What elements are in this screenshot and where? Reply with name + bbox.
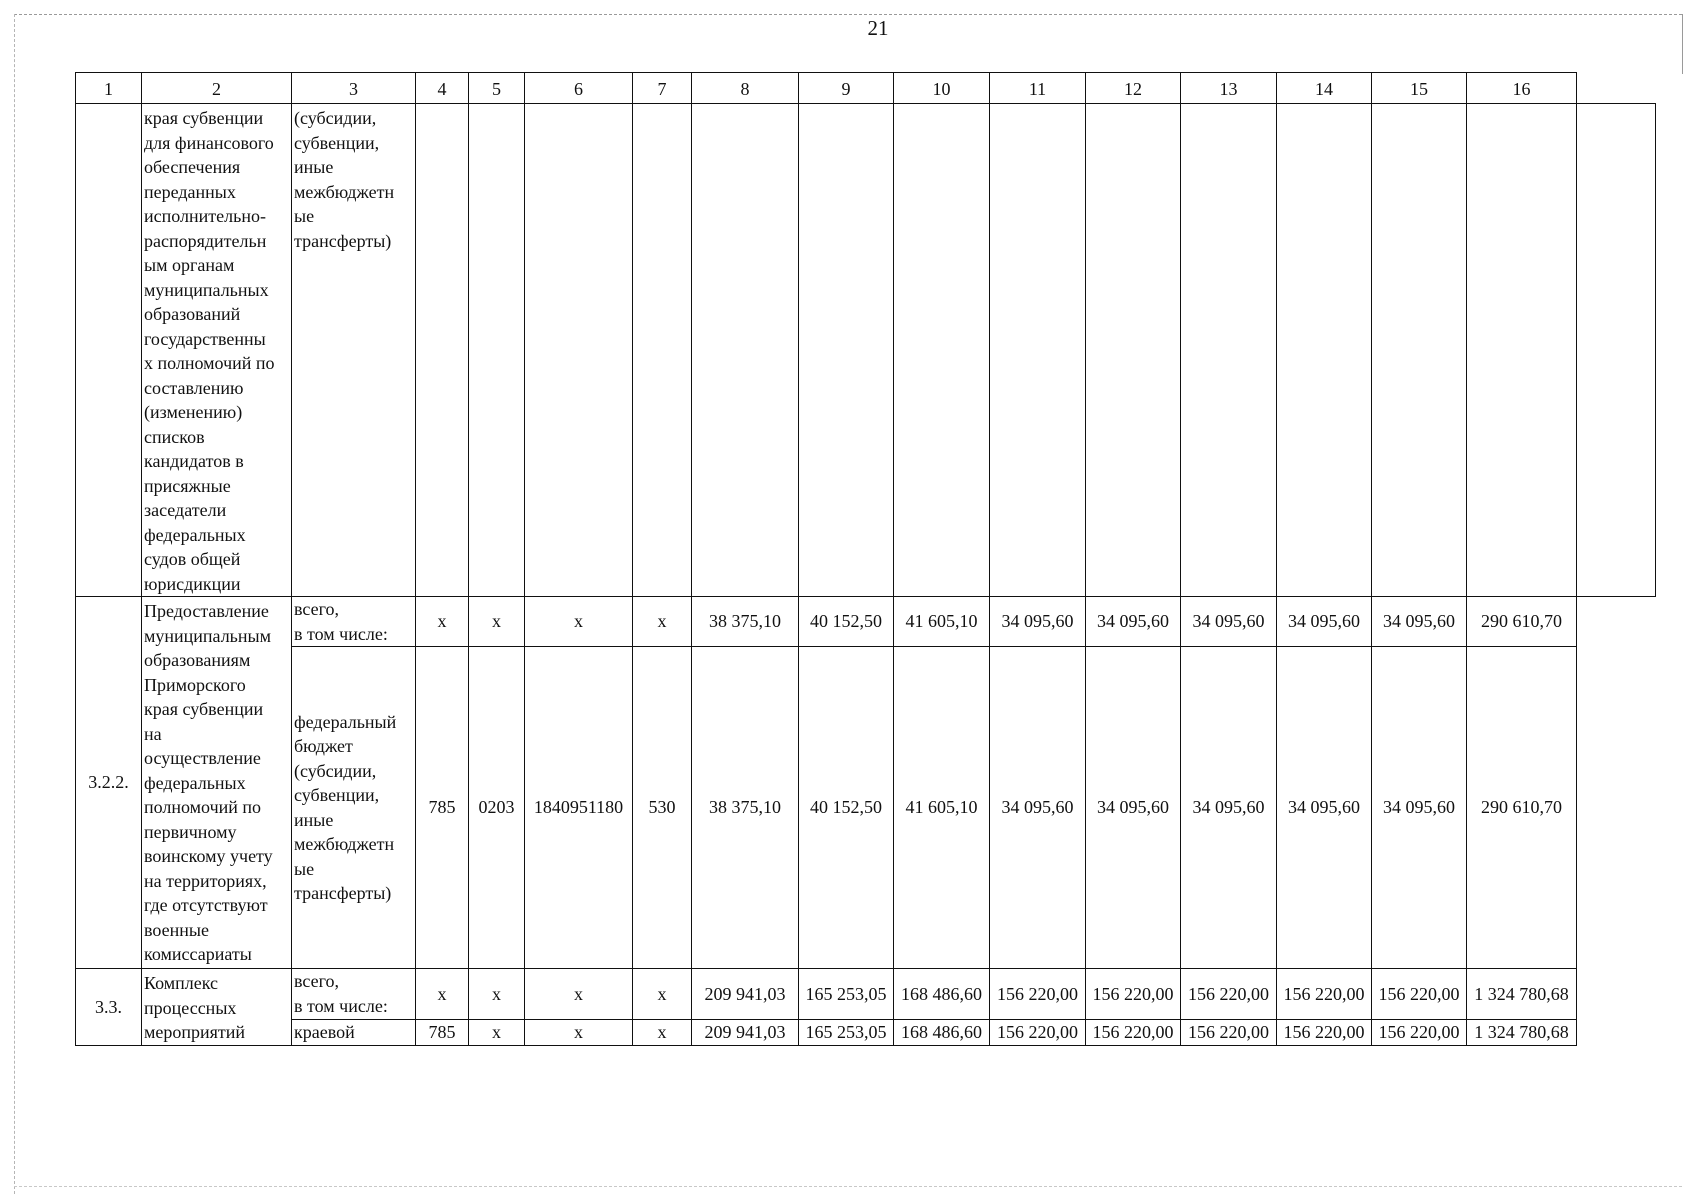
text-line: мероприятий	[144, 1022, 246, 1042]
text-line: межбюджетн	[294, 834, 395, 854]
text-line: субвенции,	[294, 785, 380, 805]
text-line: воинскому учету	[144, 846, 273, 866]
table-cell: х	[469, 969, 525, 1020]
amount-cell: 290 610,70	[1467, 597, 1577, 647]
table-cell: х	[633, 1019, 692, 1045]
amount-cell: 165 253,05	[799, 969, 894, 1020]
amount-cell: 156 220,00	[1181, 1019, 1277, 1045]
amount-cell: 38 375,10	[692, 647, 799, 969]
column-header: 9	[799, 73, 894, 104]
text-line: образований	[144, 304, 241, 324]
scan-border-top	[14, 14, 1682, 15]
funding-source-cell	[292, 647, 416, 969]
table-row	[76, 1019, 1656, 1045]
text-line: комиссариаты	[144, 944, 252, 964]
amount-cell: 165 253,05	[799, 1019, 894, 1045]
table-cell: 785	[416, 1019, 469, 1045]
text-line: трансферты)	[294, 230, 392, 251]
source-lines	[294, 1020, 414, 1045]
column-header: 3	[292, 73, 416, 104]
column-header: 12	[1086, 73, 1181, 104]
source-lines	[294, 710, 414, 906]
amount-cell: 34 095,60	[1181, 647, 1277, 969]
name-lines	[144, 971, 290, 1045]
text-line: государственны	[144, 328, 266, 349]
text-line: Комплекс	[144, 973, 219, 993]
table-cell: х	[469, 1019, 525, 1045]
funding-source-cell	[292, 597, 416, 647]
text-line: трансферты)	[294, 883, 392, 903]
table-cell: х	[525, 969, 633, 1020]
text-line: Приморского	[144, 674, 246, 695]
text-line: в том числе:	[294, 995, 388, 1016]
table-cell: 785	[416, 647, 469, 969]
text-line: Предоставление	[144, 601, 269, 621]
text-line: федеральных	[144, 772, 246, 793]
item-name-cell	[142, 597, 292, 969]
source-lines	[294, 106, 414, 253]
text-line: присяжные	[144, 475, 231, 496]
text-line: х полномочий по	[144, 353, 275, 373]
text-line: иные	[294, 809, 334, 830]
amount-cell: 40 152,50	[799, 597, 894, 647]
table-cell	[1277, 104, 1372, 597]
funding-source-cell	[292, 969, 416, 1020]
table-cell: х	[416, 969, 469, 1020]
text-line: на	[144, 723, 162, 744]
column-header: 7	[633, 73, 692, 104]
table-cell	[633, 104, 692, 597]
text-line: муниципальным	[144, 625, 272, 646]
table-cell: х	[469, 597, 525, 647]
text-line: федеральных	[144, 524, 246, 545]
table-cell	[525, 104, 633, 597]
amount-cell: 156 220,00	[1086, 1019, 1181, 1045]
amount-cell: 156 220,00	[990, 1019, 1086, 1045]
amount-cell: 34 095,60	[1372, 647, 1467, 969]
table-cell	[1181, 104, 1277, 597]
scan-border-left	[14, 14, 15, 1194]
column-header: 2	[142, 73, 292, 104]
text-line: распорядительн	[144, 230, 267, 251]
table-cell: х	[633, 597, 692, 647]
table-cell	[990, 104, 1086, 597]
text-line: федеральный	[294, 711, 397, 732]
amount-cell: 156 220,00	[1277, 969, 1372, 1020]
amount-cell: 1 324 780,68	[1467, 969, 1577, 1020]
text-line: муниципальных	[144, 279, 269, 300]
amount-cell: 209 941,03	[692, 1019, 799, 1045]
column-header: 5	[469, 73, 525, 104]
page-number: 21	[867, 16, 889, 40]
text-line: бюджет	[294, 736, 353, 756]
amount-cell: 156 220,00	[1181, 969, 1277, 1020]
table-row	[76, 104, 1656, 597]
table-cell	[1086, 104, 1181, 597]
item-name-cell	[142, 969, 292, 1046]
item-number-cell	[76, 104, 142, 597]
text-line: ым органам	[144, 255, 235, 275]
text-line: полномочий по	[144, 797, 262, 817]
column-header: 8	[692, 73, 799, 104]
text-line: субвенции,	[294, 132, 380, 153]
amount-cell: 156 220,00	[990, 969, 1086, 1020]
column-number-row	[76, 73, 1656, 104]
text-line: судов общей	[144, 549, 241, 569]
column-header: 6	[525, 73, 633, 104]
source-lines	[294, 969, 414, 1018]
table-cell: х	[416, 597, 469, 647]
scan-border-right	[1682, 14, 1683, 74]
text-line: образованиям	[144, 650, 251, 670]
amount-cell: 209 941,03	[692, 969, 799, 1020]
text-line: краевой	[294, 1021, 355, 1042]
amount-cell: 168 486,60	[894, 1019, 990, 1045]
column-header: 10	[894, 73, 990, 104]
amount-cell: 34 095,60	[1277, 647, 1372, 969]
name-lines	[144, 106, 290, 596]
item-number-cell: 3.2.2.	[76, 597, 142, 969]
table-cell: 1840951180	[525, 647, 633, 969]
text-line: (субсидии,	[294, 760, 377, 781]
amount-cell: 156 220,00	[1372, 1019, 1467, 1045]
text-line: заседатели	[144, 500, 227, 520]
text-line: края субвенции	[144, 108, 264, 128]
budget-table	[75, 72, 1656, 1046]
table-cell	[1467, 104, 1577, 597]
name-lines	[144, 599, 290, 967]
amount-cell: 290 610,70	[1467, 647, 1577, 969]
text-line: где отсутствуют	[144, 895, 268, 915]
item-number-cell: 3.3.	[76, 969, 142, 1046]
amount-cell: 156 220,00	[1277, 1019, 1372, 1045]
text-line: (субсидии,	[294, 108, 377, 128]
amount-cell: 34 095,60	[1181, 597, 1277, 647]
amount-cell: 34 095,60	[1086, 647, 1181, 969]
text-line: списков	[144, 426, 205, 447]
text-line: в том числе:	[294, 623, 388, 644]
funding-source-cell	[292, 104, 416, 597]
table-row	[76, 969, 1656, 1020]
text-line: (изменению)	[144, 402, 243, 422]
column-header: 4	[416, 73, 469, 104]
text-line: для финансового	[144, 132, 274, 153]
table-cell: х	[633, 969, 692, 1020]
amount-cell: 40 152,50	[799, 647, 894, 969]
column-header: 11	[990, 73, 1086, 104]
column-header: 1	[76, 73, 142, 104]
table-row	[76, 647, 1656, 969]
table-cell: 530	[633, 647, 692, 969]
column-header: 15	[1372, 73, 1467, 104]
table-cell	[1372, 104, 1467, 597]
text-line: первичному	[144, 821, 237, 842]
amount-cell: 34 095,60	[990, 597, 1086, 647]
text-line: составлению	[144, 377, 244, 398]
table-cell: 0203	[469, 647, 525, 969]
amount-cell: 34 095,60	[1277, 597, 1372, 647]
text-line: процессных	[144, 997, 237, 1018]
item-name-cell	[142, 104, 292, 597]
table-cell	[799, 104, 894, 597]
table-cell: х	[525, 1019, 633, 1045]
amount-cell: 41 605,10	[894, 647, 990, 969]
scan-border-bottom	[14, 1186, 1682, 1187]
amount-cell: 34 095,60	[1372, 597, 1467, 647]
amount-cell: 34 095,60	[990, 647, 1086, 969]
text-line: переданных	[144, 181, 236, 202]
amount-cell: 168 486,60	[894, 969, 990, 1020]
text-line: края субвенции	[144, 699, 264, 719]
text-line: всего,	[294, 599, 340, 619]
table-cell	[692, 104, 799, 597]
text-line: юрисдикции	[144, 573, 241, 594]
amount-cell: 1 324 780,68	[1467, 1019, 1577, 1045]
text-line: ые	[294, 206, 315, 226]
amount-cell: 34 095,60	[1086, 597, 1181, 647]
table-row	[76, 597, 1656, 647]
text-line: обеспечения	[144, 157, 241, 177]
table-cell	[469, 104, 525, 597]
text-line: исполнительно-	[144, 206, 266, 226]
funding-source-cell	[292, 1019, 416, 1045]
text-line: иные	[294, 157, 334, 177]
text-line: военные	[144, 919, 209, 940]
text-line: всего,	[294, 971, 340, 992]
text-line: на территориях,	[144, 870, 267, 891]
text-line: межбюджетн	[294, 181, 395, 202]
text-line: кандидатов в	[144, 451, 244, 471]
amount-cell: 156 220,00	[1086, 969, 1181, 1020]
amount-cell: 41 605,10	[894, 597, 990, 647]
column-header: 16	[1467, 73, 1577, 104]
amount-cell: 38 375,10	[692, 597, 799, 647]
amount-cell: 156 220,00	[1372, 969, 1467, 1020]
table-cell	[1577, 104, 1656, 597]
text-line: ые	[294, 858, 315, 879]
column-header: 14	[1277, 73, 1372, 104]
table-cell	[894, 104, 990, 597]
table-cell	[416, 104, 469, 597]
table-cell: х	[525, 597, 633, 647]
source-lines	[294, 597, 414, 646]
text-line: осуществление	[144, 748, 261, 768]
column-header: 13	[1181, 73, 1277, 104]
